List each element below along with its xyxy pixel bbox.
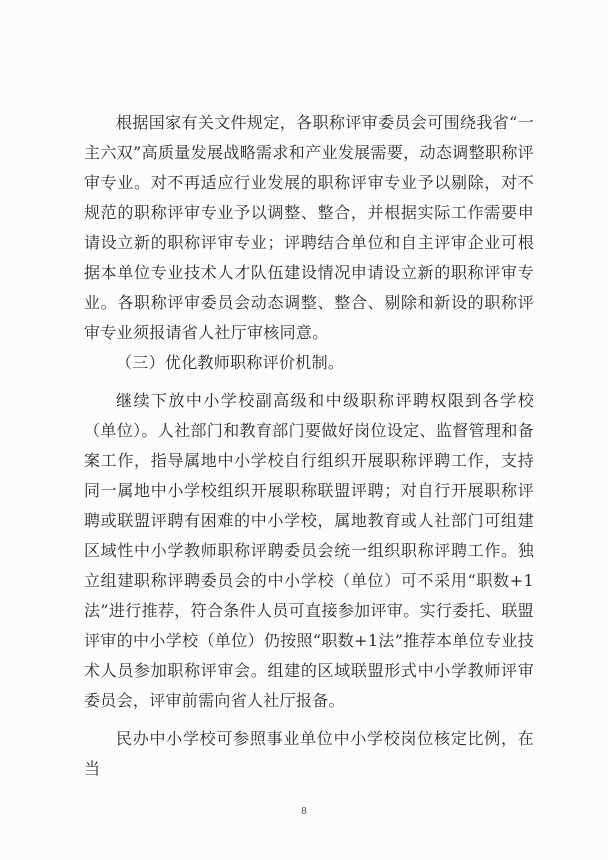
page-number: 8 (301, 807, 307, 817)
section-heading-teacher-evaluation: （三）优化教师职称评价机制。 (116, 353, 345, 372)
paragraph-teacher-evaluation: 继续下放中小学校副高级和中级职称评聘权限到各学校（单位）。人社部门和教育部门要做好岗位设定、监督管理和备案工作，指导属地中小学校自行组织开展职称评聘工作，支持同一属地中小学校组织开展职称联盟评聘；对自行开展职称评聘或联盟评聘有困难的中小学校，属地教育或人社部门可组建区域性中小学教师职称评聘委员会统一组织职称评聘工作。独立组建职称评聘委员会的中小学校（单位）可不采用“职数+1法”进行推荐，符合条件人员可直接参加评审。实行委托、联盟评审的中小学校（单位）仍按照“职数+1法”推荐本单位专业技术人员参加职称评审会。组建的区域联盟形式中小学教师评审委员会，评审前需向省人社厅报备。 (84, 391, 534, 710)
paragraph-private-schools: 民办中小学校可参照事业单位中小学校岗位核定比例，在当 (84, 729, 534, 778)
paragraph-title-adjustment: 根据国家有关文件规定，各职称评审委员会可围绕我省“一主六双”高质量发展战略需求和产业发展需要，动态调整职称评审专业。对不再适应行业发展的职称评审专业予以剔除，对不规范的职称评审专业予以调整、整合，并根据实际工作需要申请设立新的职称评审专业；评聘结合单位和自主评审企业可根据本单位专业技术人才队伍建设情况申请设立新的职称评审专业。各职称评审委员会动态调整、整合、剔除和新设的职称评审专业须报请省人社厅审核同意。 (84, 113, 534, 342)
document-body (84, 108, 534, 784)
